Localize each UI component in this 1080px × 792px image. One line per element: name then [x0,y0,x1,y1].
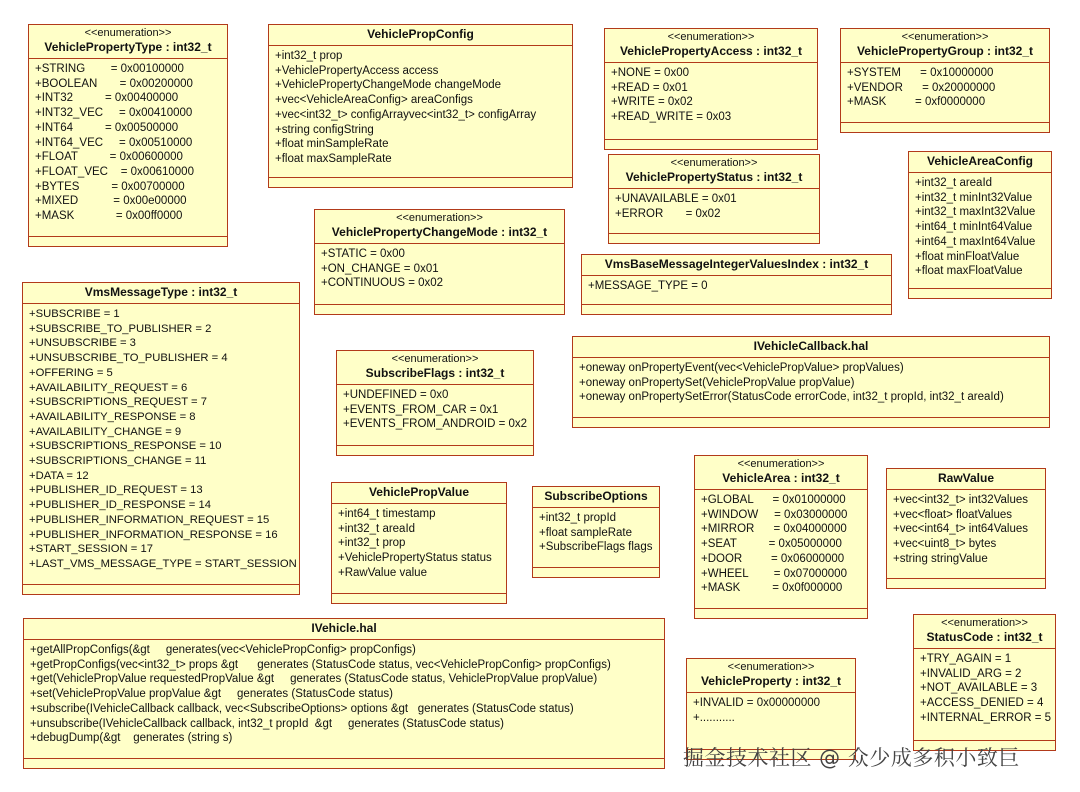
stereotype-label: <<enumeration>> [396,212,483,224]
attribute-list [582,276,891,297]
attribute-row: +int32_t areaId [338,522,416,535]
attribute-row: +int64_t maxInt64Value [915,235,1036,248]
box-header [332,483,506,504]
attribute-row: +SubscribeFlags flags [539,541,653,554]
operations-divider [582,304,891,305]
class-name: VehicleProperty : int32_t [700,674,842,688]
attribute-row: +WINDOW = 0x03000000 [701,508,848,521]
attribute-row: +MASK = 0x00ff0000 [35,210,183,223]
attribute-list [605,63,817,128]
attribute-row: +READ_WRITE = 0x03 [611,111,732,124]
operations-divider [332,593,506,594]
attribute-row: +PUBLISHER_INFORMATION_RESPONSE = 16 [29,528,278,541]
attribute-row: +oneway onPropertySetError(StatusCode errorCode, int32_t propId, int32_t areaId) [579,391,1004,404]
attribute-row: +int32_t prop [338,537,406,550]
attribute-row: +SUBSCRIBE = 1 [29,308,120,320]
vehicle-property-type-box [28,24,228,247]
attribute-row: +AVAILABILITY_REQUEST = 6 [29,381,188,394]
attribute-list [23,304,299,575]
operations-divider [887,578,1045,579]
class-name: VehiclePropConfig [367,27,474,41]
box-header [269,25,572,46]
box-header [23,283,299,304]
vehicle-property-status-box [608,154,820,244]
attribute-row: +vec<int32_t> int32Values [893,494,1029,506]
attribute-row: +STATIC = 0x00 [321,248,405,260]
attribute-row: +MASK = 0xf0000000 [847,96,986,109]
box-header [887,469,1045,490]
attribute-row: +START_SESSION = 17 [29,543,154,556]
class-name: VehiclePropertyGroup : int32_t [856,44,1034,58]
box-header [573,337,1049,358]
stereotype-label: <<enumeration>> [667,31,755,43]
attribute-row: +float minSampleRate [275,138,389,151]
attribute-row: +INT64_VEC = 0x00510000 [35,136,193,149]
attribute-list [533,508,659,558]
attribute-row: +EVENTS_FROM_CAR = 0x1 [343,403,499,416]
attribute-row: +ON_CHANGE = 0x01 [321,262,439,275]
attribute-row: +getAllPropConfigs(&gt generates(vec<VehiclePropConfig> propConfigs) [30,644,416,656]
vehicle-prop-config-box [268,24,573,188]
attribute-list [687,693,855,728]
attribute-row: +vec<uint8_t> bytes [893,538,997,551]
attribute-row: +vec<VehicleAreaConfig> areaConfigs [275,94,473,107]
attribute-row: +ACCESS_DENIED = 4 [920,697,1044,710]
attribute-row: +LAST_VMS_MESSAGE_TYPE = START_SESSION [29,557,297,570]
operations-divider [573,417,1049,418]
stereotype-label: <<enumeration>> [941,617,1028,629]
class-name: IVehicle.hal [311,621,377,635]
stereotype-label: <<enumeration>> [670,157,758,169]
attribute-row: +vec<float> floatValues [893,508,1013,521]
attribute-row: +SUBSCRIPTIONS_CHANGE = 11 [29,455,207,468]
attribute-row: +getPropConfigs(vec<int32_t> props &gt generates (StatusCode status, vec<VehiclePropConfig> propConfigs) [30,658,611,671]
operations-divider [269,177,572,178]
attribute-row: +ERROR = 0x02 [615,207,721,220]
watermark-text: 掘金技术社区 @ 众少成多积小致巨 [683,746,1020,770]
attribute-row: +AVAILABILITY_RESPONSE = 8 [29,410,196,423]
attribute-row: +string configString [275,123,374,136]
attribute-row: +string stringValue [893,552,988,565]
attribute-row: +vec<int32_t> configArrayvec<int32_t> configArray [275,108,537,121]
attribute-row: +MIRROR = 0x04000000 [701,523,847,536]
attribute-row: +SEAT = 0x05000000 [701,538,842,551]
attribute-list [609,189,819,224]
attribute-row: +int32_t minInt32Value [915,191,1033,204]
stereotype-label: <<enumeration>> [737,458,825,470]
class-name: VmsBaseMessageIntegerValuesIndex : int32_t [604,257,869,271]
stereotype-label: <<enumeration>> [901,31,989,43]
attribute-row: +BYTES = 0x00700000 [35,180,185,193]
attribute-row: +UNSUBSCRIBE = 3 [29,337,136,350]
box-header [687,659,855,693]
operations-divider [909,288,1051,289]
operations-divider [609,233,819,234]
box-header [695,456,867,490]
vehicle-property-group-box [840,28,1050,133]
operations-divider [533,567,659,568]
box-header [605,29,817,63]
box-header [24,619,664,640]
status-code-box [913,614,1056,751]
attribute-list [914,649,1055,729]
class-name: VmsMessageType : int32_t [84,285,238,299]
class-name: VehiclePropertyAccess : int32_t [619,44,803,58]
attribute-row: +NOT_AVAILABLE = 3 [920,682,1038,695]
operations-divider [337,445,533,446]
attribute-list [887,490,1045,570]
attribute-list [909,173,1051,282]
attribute-row: +unsubscribe(IVehicleCallback callback, int32_t propId &gt generates (StatusCode status) [30,717,504,730]
box-header [914,615,1055,649]
operations-divider [695,608,867,609]
subscribe-flags-box [336,350,534,456]
attribute-list [269,46,572,170]
attribute-row: +int64_t timestamp [338,508,436,520]
attribute-row: +float sampleRate [539,526,633,539]
box-header [315,210,564,244]
attribute-row: +RawValue value [338,566,427,579]
attribute-list [24,640,664,749]
box-header [29,25,227,59]
attribute-row: +VehiclePropertyAccess access [275,64,439,77]
attribute-list [573,358,1049,408]
class-name: VehiclePropertyType : int32_t [44,40,212,54]
attribute-row: +NONE = 0x00 [611,67,689,79]
attribute-row: +oneway onPropertyEvent(vec<VehiclePropValue> propValues) [579,362,904,374]
attribute-row: +SUBSCRIBE_TO_PUBLISHER = 2 [29,322,212,335]
vehicle-property-access-box [604,28,818,150]
attribute-row: +WHEEL = 0x07000000 [701,567,847,580]
vehicle-property-change-mode-box [314,209,565,315]
attribute-row: +VehiclePropertyStatus status [338,552,492,565]
attribute-row: +SUBSCRIPTIONS_REQUEST = 7 [29,396,207,409]
operations-divider [841,122,1049,123]
attribute-row: +int32_t prop [275,50,343,62]
attribute-row: +get(VehiclePropValue requestedPropValue &gt generates (StatusCode status, VehiclePropValue propValue) [30,673,598,686]
attribute-row: +INT64 = 0x00500000 [35,121,179,134]
operations-divider [24,758,664,759]
attribute-row: +EVENTS_FROM_ANDROID = 0x2 [343,418,528,431]
attribute-row: +TRY_AGAIN = 1 [920,653,1012,665]
attribute-row: +STRING = 0x00100000 [35,63,184,75]
attribute-row: +vec<int64_t> int64Values [893,523,1029,536]
attribute-row: +VehiclePropertyChangeMode changeMode [275,79,502,92]
box-header [841,29,1049,63]
attribute-row: +AVAILABILITY_CHANGE = 9 [29,425,182,438]
attribute-list [337,385,533,435]
stereotype-label: <<enumeration>> [84,27,172,39]
class-name: SubscribeOptions [544,489,648,503]
operations-divider [315,304,564,305]
attribute-row: +READ = 0x01 [611,81,688,94]
box-header [582,255,891,276]
attribute-row: +int32_t maxInt32Value [915,206,1036,219]
ivehicle-hal-box [23,618,665,769]
attribute-list [315,244,564,294]
subscribe-options-box [532,486,660,578]
attribute-row: +int32_t areaId [915,177,993,189]
operations-divider [605,139,817,140]
attribute-row: +INT32 = 0x00400000 [35,92,179,105]
attribute-row: +PUBLISHER_INFORMATION_REQUEST = 15 [29,513,270,526]
attribute-row: +OFFERING = 5 [29,366,113,379]
operations-divider [23,584,299,585]
class-name: StatusCode : int32_t [926,630,1043,644]
attribute-list [29,59,227,227]
attribute-row: +UNSUBSCRIBE_TO_PUBLISHER = 4 [29,352,228,365]
box-header [533,487,659,508]
attribute-row: +subscribe(IVehicleCallback callback, vec<SubscribeOptions> options &gt generates (StatusCode status) [30,702,574,715]
vms-message-type-box [22,282,300,595]
attribute-row: +CONTINUOUS = 0x02 [321,277,444,290]
class-name: VehiclePropertyStatus : int32_t [625,170,803,184]
operations-divider [914,740,1055,741]
vehicle-prop-value-box [331,482,507,604]
attribute-row: +MESSAGE_TYPE = 0 [588,280,708,292]
attribute-row: +FLOAT = 0x00600000 [35,151,183,164]
class-name: RawValue [937,471,995,485]
class-name: VehicleAreaConfig [926,154,1034,168]
attribute-row: +int64_t minInt64Value [915,221,1033,234]
attribute-row: +PUBLISHER_ID_RESPONSE = 14 [29,499,211,512]
attribute-row: +DOOR = 0x06000000 [701,552,845,565]
attribute-list [695,490,867,599]
attribute-list [332,504,506,584]
attribute-row: +DATA = 12 [29,469,89,482]
stereotype-label: <<enumeration>> [727,661,815,673]
attribute-row: +WRITE = 0x02 [611,96,693,109]
attribute-row: +FLOAT_VEC = 0x00610000 [35,165,194,178]
attribute-row: +MASK = 0x0f000000 [701,582,843,595]
attribute-row: +debugDump(&gt generates (string s) [30,732,233,745]
attribute-row: +float maxSampleRate [275,152,392,165]
attribute-row: +INT32_VEC = 0x00410000 [35,107,193,120]
ivehicle-callback-box [572,336,1050,428]
attribute-row: +float minFloatValue [915,250,1020,263]
class-name: VehiclePropValue [368,485,470,499]
attribute-row: +........... [693,711,735,724]
box-header [337,351,533,385]
attribute-row: +MIXED = 0x00e00000 [35,195,187,208]
attribute-row: +INVALID_ARG = 2 [920,667,1022,680]
attribute-row: +INVALID = 0x00000000 [693,697,821,709]
attribute-row: +PUBLISHER_ID_REQUEST = 13 [29,484,203,497]
attribute-row: +VENDOR = 0x20000000 [847,81,996,94]
class-name: VehiclePropertyChangeMode : int32_t [331,225,548,239]
box-header [909,152,1051,173]
attribute-list [841,63,1049,113]
raw-value-box [886,468,1046,589]
box-header [609,155,819,189]
attribute-row: +BOOLEAN = 0x00200000 [35,77,193,90]
class-name: VehicleArea : int32_t [722,471,840,485]
attribute-row: +oneway onPropertySet(VehiclePropValue propValue) [579,376,855,389]
attribute-row: +SYSTEM = 0x10000000 [847,67,994,79]
class-name: IVehicleCallback.hal [753,339,869,353]
stereotype-label: <<enumeration>> [391,353,479,365]
attribute-row: +SUBSCRIPTIONS_RESPONSE = 10 [29,440,222,453]
vehicle-area-config-box [908,151,1052,299]
operations-divider [29,236,227,237]
attribute-row: +GLOBAL = 0x01000000 [701,494,846,506]
attribute-row: +set(VehiclePropValue propValue &gt generates (StatusCode status) [30,688,393,701]
attribute-row: +UNDEFINED = 0x0 [343,389,449,401]
attribute-row: +INTERNAL_ERROR = 5 [920,711,1052,724]
attribute-row: +int32_t propId [539,512,617,524]
attribute-row: +UNAVAILABLE = 0x01 [615,193,737,205]
vehicle-area-box [694,455,868,619]
vms-base-message-index-box [581,254,892,315]
attribute-row: +float maxFloatValue [915,265,1023,278]
class-name: SubscribeFlags : int32_t [365,366,505,380]
